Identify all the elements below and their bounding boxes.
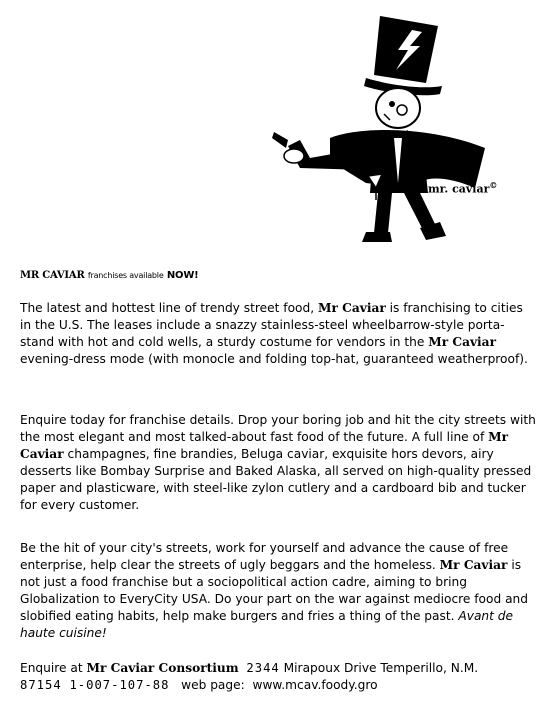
footer-address: Mirapoux Drive Temperillo, N.M. (283, 661, 479, 675)
p2-text-a: Enquire today for franchise details. Drop your boring job and hit the city streets with the most elegant and most talked-about fast food of the future. A full line of (20, 413, 536, 444)
footer-phone: 1-007-107-88 (69, 678, 170, 692)
footer-line-2 (20, 677, 540, 694)
footer-web-url[interactable]: www.mcav.foody.gro (252, 678, 378, 692)
footer-enquire: Enquire at (20, 661, 87, 675)
p3-text-b: is not just a food franchise but a sociopolitical action cadre, aiming to bring Globalization to EveryCity USA. Do your part on the war against mediocre food and slobified eating habits, help make burgers and fries a thing of the past. (20, 557, 529, 623)
footer-web-label: web page: (181, 678, 245, 692)
signature-text: mr. caviar (428, 182, 490, 196)
footer-zip: 87154 (20, 678, 62, 692)
p2-text-b: champagnes, fine brandies, Beluga caviar, exquisite hors devors, airy desserts like Bombay Surprise and Baked Alaska, all served on high-quality pressed paper and plasticware, with steel-like zylon cutlery and a cardboard bib and tucker for every customer. (20, 446, 532, 512)
headline-brand: MR CAVIAR (20, 270, 85, 281)
mr-caviar-mascot-icon (270, 8, 520, 258)
p1-text-a: The latest and hottest line of trendy street food, (20, 301, 318, 315)
contact-footer (20, 660, 540, 694)
headline-franchises-text: franchises available (87, 271, 164, 280)
p3-italic-slogan: Avant de haute cuisine! (20, 608, 514, 640)
footer-street-number: 2344 (246, 661, 280, 675)
footer-brand: Mr Caviar Consortium (86, 661, 239, 675)
p3-text-a: Be the hit of your city's streets, work for yourself and advance the cause of free enterprise, help clear the streets of ugly beggars and the homeless. (20, 541, 509, 572)
footer-line-1 (20, 660, 540, 677)
p3-brand: Mr Caviar (439, 557, 508, 572)
mascot-signature (428, 180, 497, 196)
p1-brand-2: Mr Caviar (428, 334, 496, 349)
headline (20, 270, 199, 281)
p2-brand: Mr Caviar (20, 429, 509, 461)
headline-now: NOW! (166, 270, 199, 281)
p1-brand: Mr Caviar (317, 301, 386, 315)
paragraph-call-to-action (20, 540, 536, 641)
p1-text-b: is franchising to cities in the U.S. The leases include a snazzy stainless-steel wheelbarrow-style porta-stand with hot and cold wells, a sturdy costume for vendors in the (20, 301, 523, 349)
p1-text-c: evening-dress mode (with monocle and folding top-hat, guaranteed weatherproof). (20, 351, 528, 366)
copyright-mark: © (489, 180, 498, 190)
paragraph-enquire (20, 412, 536, 513)
paragraph-intro (20, 300, 536, 368)
